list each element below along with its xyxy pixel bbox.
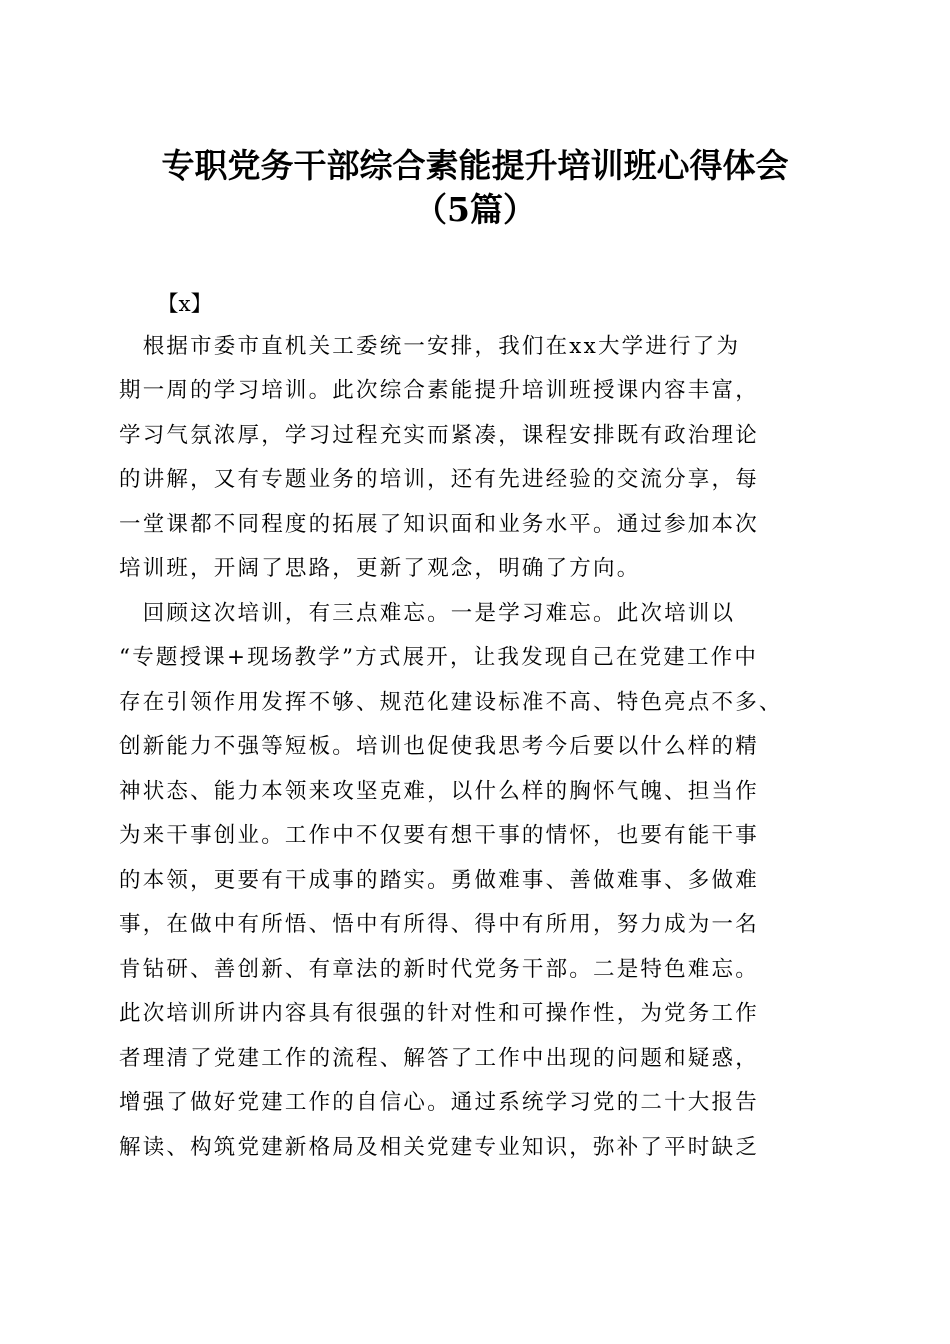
text-line: 肯钻研、善创新、有章法的新时代党务干部。二是特色难忘。 (119, 957, 759, 982)
text-line: 此次培训所讲内容具有很强的针对性和可操作性，为党务工作 (119, 1001, 759, 1026)
text-line: 存在引领作用发挥不够、规范化建设标准不高、特色亮点不多、 (119, 690, 783, 715)
text-line: 根据市委市直机关工委统一安排，我们在xx大学进行了为 (119, 334, 741, 359)
text-line: 回顾这次培训，有三点难忘。一是学习难忘。此次培训以 (119, 601, 736, 626)
text-line: 神状态、能力本领来攻坚克难，以什么样的胸怀气魄、担当作 (119, 779, 759, 804)
text-line: 事，在做中有所悟、悟中有所得、得中有所用，努力成为一名 (119, 912, 759, 937)
text-line: 期一周的学习培训。此次综合素能提升培训班授课内容丰富， (119, 378, 759, 403)
text-line: 者理清了党建工作的流程、解答了工作中出现的问题和疑惑， (119, 1046, 759, 1071)
text-line: 的本领，更要有干成事的踏实。勇做难事、善做难事、多做难 (119, 868, 759, 893)
text-line: 一堂课都不同程度的拓展了知识面和业务水平。通过参加本次 (119, 512, 759, 537)
text-line: “专题授课+现场教学”方式展开，让我发现自己在党建工作中 (119, 645, 759, 670)
text-line: 解读、构筑党建新格局及相关党建专业知识，弥补了平时缺乏 (119, 1135, 759, 1160)
section-tag: 【x】 (157, 292, 213, 317)
text-line: 的讲解，又有专题业务的培训，还有先进经验的交流分享，每 (119, 467, 759, 492)
text-line: 创新能力不强等短板。培训也促使我思考今后要以什么样的精 (119, 734, 759, 759)
text-line: 为来干事创业。工作中不仅要有想干事的情怀，也要有能干事 (119, 823, 759, 848)
text-line: 增强了做好党建工作的自信心。通过系统学习党的二十大报告 (119, 1090, 759, 1115)
text-line: 学习气氛浓厚，学习过程充实而紧凑，课程安排既有政治理论 (119, 423, 759, 448)
text-line: 培训班，开阔了思路，更新了观念，明确了方向。 (119, 556, 641, 581)
document-subtitle: （5篇） (414, 190, 536, 229)
document-title: 专职党务干部综合素能提升培训班心得体会 (161, 146, 789, 185)
